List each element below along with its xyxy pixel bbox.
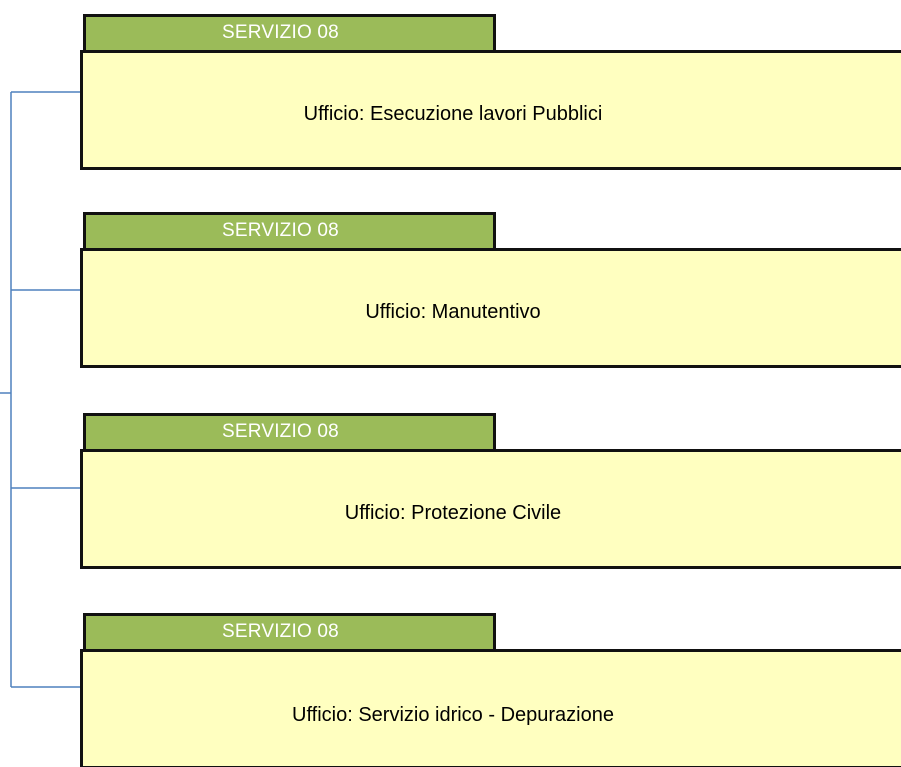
- office-label: Ufficio: Manutentivo: [365, 301, 541, 323]
- office-box: [80, 449, 901, 569]
- service-tab: [83, 14, 496, 50]
- office-box: [80, 248, 901, 368]
- office-box: [80, 50, 901, 170]
- service-label: SERVIZIO 08: [222, 621, 339, 642]
- service-label: SERVIZIO 08: [222, 22, 339, 43]
- office-label: Ufficio: Servizio idrico - Depurazione: [292, 704, 614, 726]
- service-label: SERVIZIO 08: [222, 220, 339, 241]
- service-tab: [83, 413, 496, 449]
- service-tab: [83, 613, 496, 649]
- office-label: Ufficio: Esecuzione lavori Pubblici: [303, 103, 603, 125]
- service-tab: [83, 212, 496, 248]
- service-label: SERVIZIO 08: [222, 421, 339, 442]
- office-label: Ufficio: Protezione Civile: [344, 502, 562, 524]
- office-box: [80, 649, 901, 767]
